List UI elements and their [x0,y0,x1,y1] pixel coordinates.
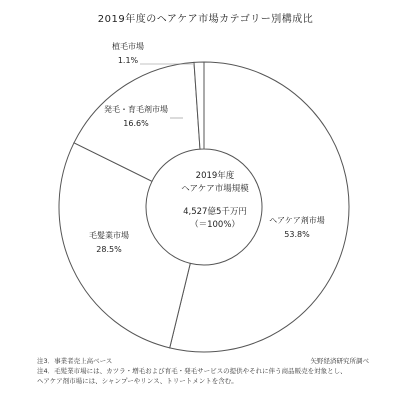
segment-name: 植毛市場 [112,42,144,51]
segment-label-hair-growth [96,103,176,131]
segment-value: 28.5% [96,245,122,254]
footnotes [37,356,347,386]
segment-name: ヘアケア剤市場 [269,216,325,225]
segment-value: 53.8% [284,230,310,239]
footnote-4: 注4．毛髪業市場には、カツラ・増毛および育毛・発毛サービスの提供やそれに伴う商品販売を対象とし、 [37,367,347,375]
center-percent: （＝100%） [190,220,240,230]
center-label-block [160,170,270,232]
segment-label-hair-transplant [98,40,158,68]
footnote-3: 注3．事業者売上高ベース [37,357,113,365]
footnote-4-cont: ヘアケア剤市場には、シャンプーやリンス、トリートメントを含む。 [37,377,238,385]
segment-name: 毛髪業市場 [89,231,129,240]
center-market-size: 4,527億5千万円 [183,207,247,217]
segment-name: 発毛・育毛剤市場 [104,105,168,114]
center-market-name: ヘアケア市場規模 [181,184,249,194]
segment-label-hair-industry [74,229,144,257]
segment-value: 16.6% [123,119,149,128]
segment-label-haircare [262,214,332,242]
chart-title: 2019年度のヘアケア市場カテゴリー別構成比 [97,14,314,25]
segment-value: 1.1% [117,56,139,65]
center-year: 2019年度 [195,171,235,181]
source-credit: 矢野経済研究所調べ [310,357,369,365]
